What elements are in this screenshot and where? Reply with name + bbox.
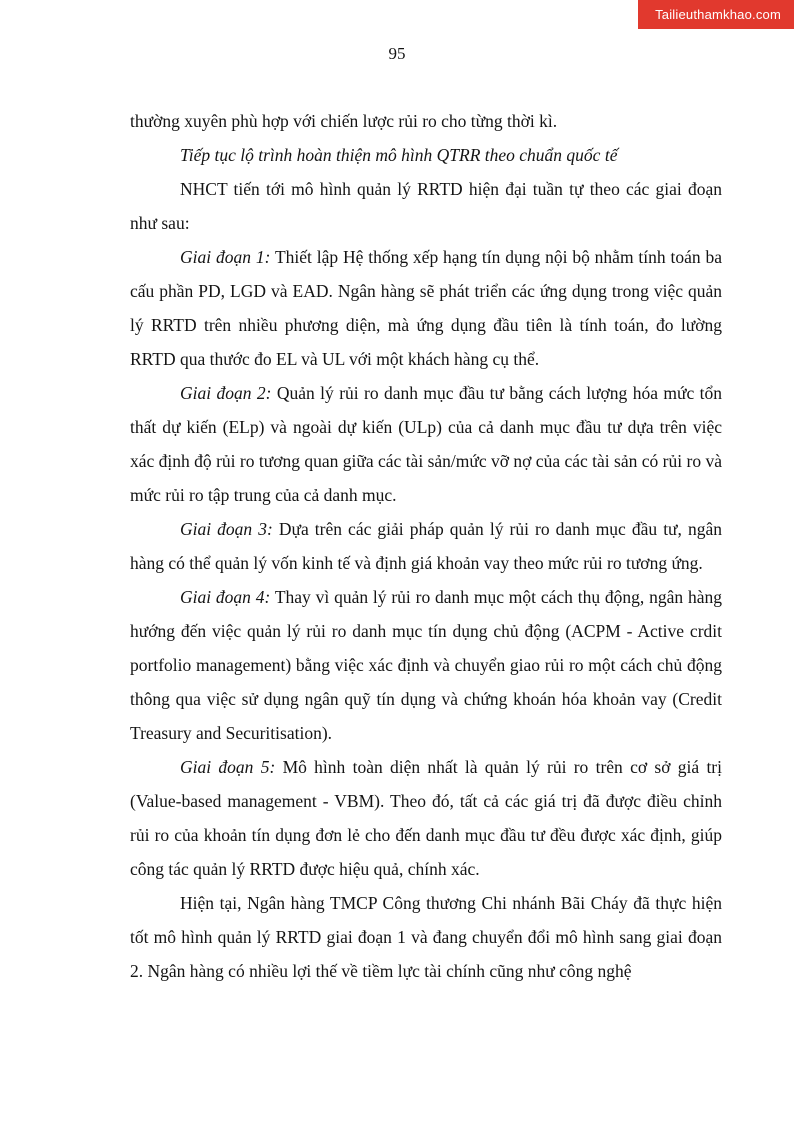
paragraph-lead: Giai đoạn 2: <box>180 383 272 403</box>
paragraph-text: Dựa trên các giải pháp quản lý rủi ro danh mục đầu tư, ngân hàng có thể quản lý vốn kinh tế và định giá khoản vay theo mức rủi ro tương ứng. <box>130 519 722 573</box>
document-content <box>130 104 722 988</box>
paragraph-text: Hiện tại, Ngân hàng TMCP Công thương Chi nhánh Bãi Cháy đã thực hiện tốt mô hình quản lý RRTD giai đoạn 1 và đang chuyển đổi mô hình sang giai đoạn 2. Ngân hàng có nhiều lợi thế về tiềm lực tài chính cũng như công nghệ <box>130 893 722 981</box>
paragraph-lead: Giai đoạn 1: <box>180 247 271 267</box>
paragraph <box>130 376 722 512</box>
paragraph <box>130 172 722 240</box>
paragraph-text: Thay vì quản lý rủi ro danh mục một cách thụ động, ngân hàng hướng đến việc quản lý rủi ro danh mục tín dụng chủ động (ACPM - Active crdit portfolio management) bằng việc xác định và chuyển giao rủi ro một cách chủ động thông qua việc sử dụng ngân quỹ tín dụng và chứng khoán hóa khoản vay (Credit Treasury and Securitisation). <box>130 587 722 743</box>
watermark: Tailieuthamkhao.com <box>638 0 794 29</box>
paragraph <box>130 580 722 750</box>
paragraph <box>130 240 722 376</box>
paragraph-text: Tiếp tục lộ trình hoàn thiện mô hình QTRR theo chuẩn quốc tế <box>180 145 618 165</box>
paragraph-text: Quản lý rủi ro danh mục đầu tư bằng cách lượng hóa mức tổn thất dự kiến (ELp) và ngoài dự kiến (ULp) của cả danh mục đầu tư dựa trên việc xác định độ rủi ro tương quan giữa các tài sản/mức vỡ nợ của các tài sản có rủi ro và mức rủi ro tập trung của cả danh mục. <box>130 383 722 505</box>
paragraph-text: Mô hình toàn diện nhất là quản lý rủi ro trên cơ sở giá trị (Value-based management - VBM). Theo đó, tất cả các giá trị đã được điều chỉnh rủi ro của khoản tín dụng đơn lẻ cho đến danh mục đầu tư đều được xác định, giúp công tác quản lý RRTD được hiệu quả, chính xác. <box>130 757 722 879</box>
paragraph <box>130 104 722 138</box>
paragraph-text: NHCT tiến tới mô hình quản lý RRTD hiện đại tuần tự theo các giai đoạn như sau: <box>130 179 722 233</box>
paragraph-text: Thiết lập Hệ thống xếp hạng tín dụng nội bộ nhằm tính toán ba cấu phần PD, LGD và EAD. Ngân hàng sẽ phát triển các ứng dụng trong việc quản lý RRTD trên nhiều phương diện, mà ứng dụng đầu tiên là tính toán, đo lường RRTD qua thước đo EL và UL với một khách hàng cụ thể. <box>130 247 722 369</box>
paragraph <box>130 750 722 886</box>
paragraph-lead: Giai đoạn 3: <box>180 519 273 539</box>
paragraph-lead: Giai đoạn 5: <box>180 757 276 777</box>
paragraph-text: thường xuyên phù hợp với chiến lược rủi ro cho từng thời kì. <box>130 111 558 131</box>
paragraph <box>130 512 722 580</box>
paragraph <box>130 886 722 988</box>
page-number: 95 <box>388 44 406 63</box>
paragraph <box>130 138 722 172</box>
paragraph-lead: Giai đoạn 4: <box>180 587 271 607</box>
